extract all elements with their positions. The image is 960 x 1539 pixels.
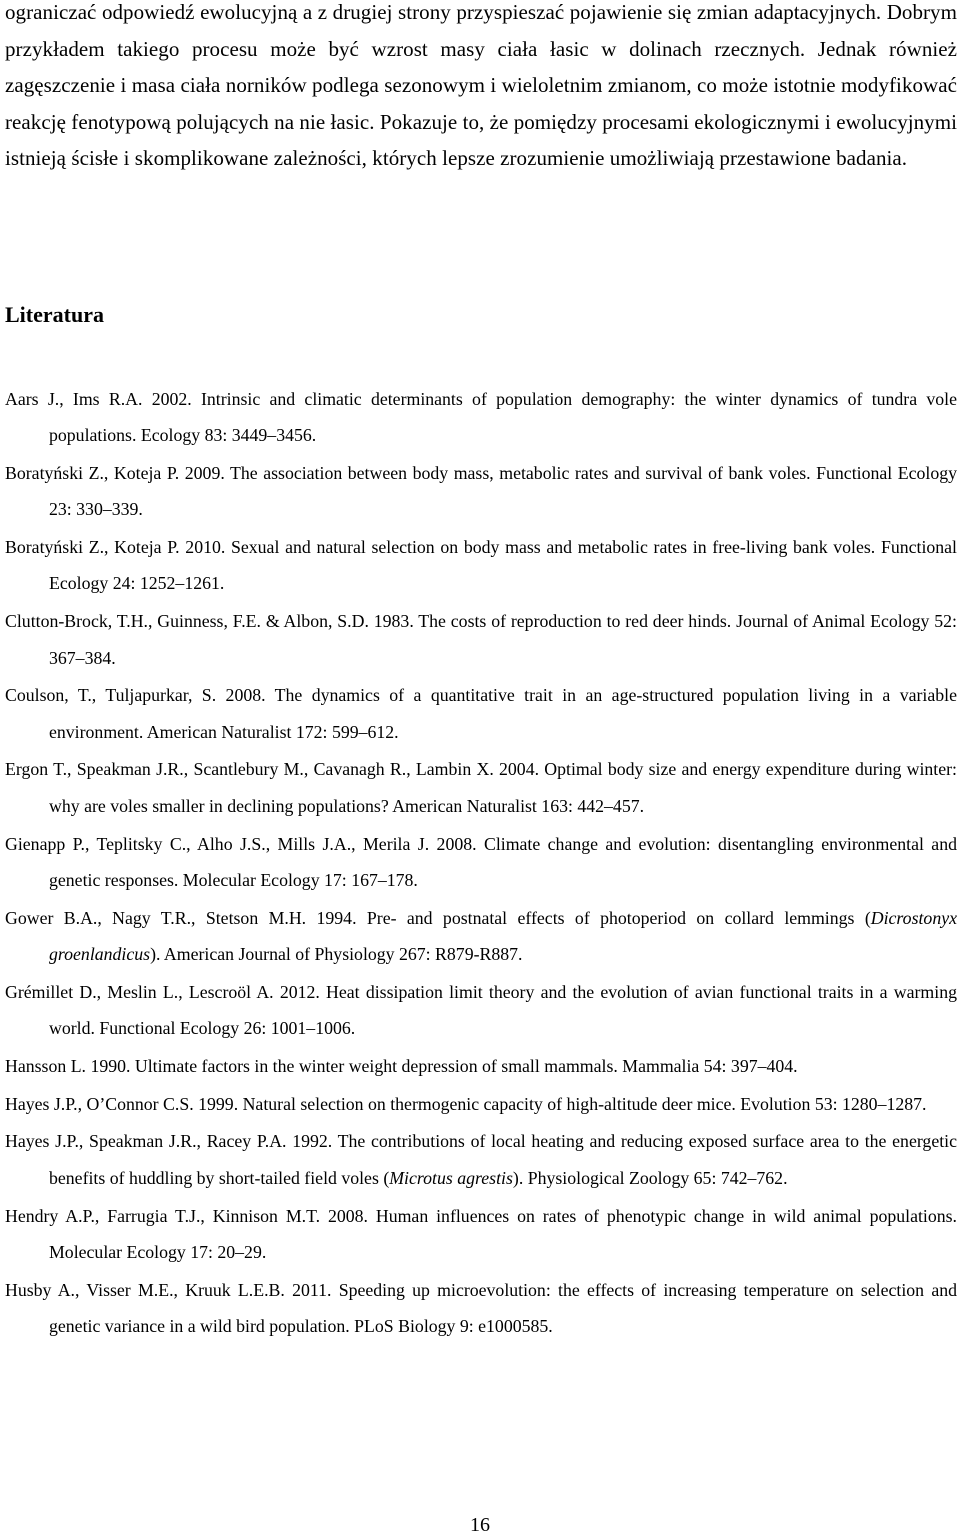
reference-text: Hayes J.P., Speakman J.R., Racey P.A. 1992. The contributions of local heating and reducing exposed surface area to the energetic benefits of huddling by short-tailed field voles ( (5, 1131, 957, 1188)
reference-text: ). Physiological Zoology 65: 742–762. (512, 1167, 788, 1188)
body-paragraph: ograniczać odpowiedź ewolucyjną a z drugiej strony przyspieszać pojawienie się zmian adaptacyjnych. Dobrym przykładem takiego procesu może być wzrost masy ciała łasic w dolinach rzecznych. Jednak również zagęszczenie i masa ciała norników podlega sezonowym i wieloletnim zmianom, co może istotnie modyfikować reakcję fenotypową polujących na nie łasic. Pokazuje to, że pomiędzy procesami ekologicznymi i ewolucyjnymi istnieją ścisłe i skomplikowane zależności, których lepsze zrozumienie umożliwiają przestawione badania. (5, 0, 957, 170)
reference-entry: Husby A., Visser M.E., Kruuk L.E.B. 2011. Speeding up microevolution: the effects of increasing temperature on selection and genetic variance in a wild bird population. PLoS Biology 9: e1000585. (5, 1279, 957, 1336)
reference-list (5, 381, 957, 1346)
reference-entry: Aars J., Ims R.A. 2002. Intrinsic and climatic determinants of population demography: the winter dynamics of tundra vole populations. Ecology 83: 3449–3456. (5, 389, 957, 446)
reference-entry: Coulson, T., Tuljapurkar, S. 2008. The dynamics of a quantitative trait in an age-structured population living in a variable environment. American Naturalist 172: 599–612. (5, 685, 957, 742)
section-heading: Literatura (5, 302, 104, 327)
reference-entry (5, 900, 957, 973)
reference-entry: Hendry A.P., Farrugia T.J., Kinnison M.T. 2008. Human influences on rates of phenotypic change in wild animal populations. Molecular Ecology 17: 20–29. (5, 1205, 957, 1262)
reference-text: Gower B.A., Nagy T.R., Stetson M.H. 1994. Pre- and postnatal effects of photoperiod on collard lemmings ( (5, 907, 871, 928)
page-number: 16 (470, 1514, 490, 1536)
species-name: Dicrostonyx groenlandicus (49, 907, 957, 964)
reference-entry (5, 1123, 957, 1196)
reference-entry: Clutton-Brock, T.H., Guinness, F.E. & Albon, S.D. 1983. The costs of reproduction to red deer hinds. Journal of Animal Ecology 52: 367–384. (5, 611, 957, 668)
reference-entry: Hayes J.P., O’Connor C.S. 1999. Natural selection on thermogenic capacity of high-altitude deer mice. Evolution 53: 1280–1287. (5, 1093, 927, 1114)
reference-entry: Gienapp P., Teplitsky C., Alho J.S., Mills J.A., Merila J. 2008. Climate change and evolution: disentangling environmental and genetic responses. Molecular Ecology 17: 167–178. (5, 833, 957, 890)
reference-entry: Hansson L. 1990. Ultimate factors in the winter weight depression of small mammals. Mammalia 54: 397–404. (5, 1055, 798, 1076)
reference-text: ). American Journal of Physiology 267: R879-R887. (150, 943, 523, 964)
reference-entry: Ergon T., Speakman J.R., Scantlebury M., Cavanagh R., Lambin X. 2004. Optimal body size and energy expenditure during winter: why are voles smaller in declining populations? American Naturalist 163: 442–457. (5, 759, 957, 816)
reference-entry: Grémillet D., Meslin L., Lescroöl A. 2012. Heat dissipation limit theory and the evolution of avian functional traits in a warming world. Functional Ecology 26: 1001–1006. (5, 981, 957, 1039)
reference-entry: Boratyński Z., Koteja P. 2010. Sexual and natural selection on body mass and metabolic rates in free-living bank voles. Functional Ecology 24: 1252–1261. (5, 537, 957, 594)
species-name: Microtus agrestis (389, 1167, 513, 1188)
reference-entry: Boratyński Z., Koteja P. 2009. The association between body mass, metabolic rates and survival of bank voles. Functional Ecology 23: 330–339. (5, 463, 957, 520)
